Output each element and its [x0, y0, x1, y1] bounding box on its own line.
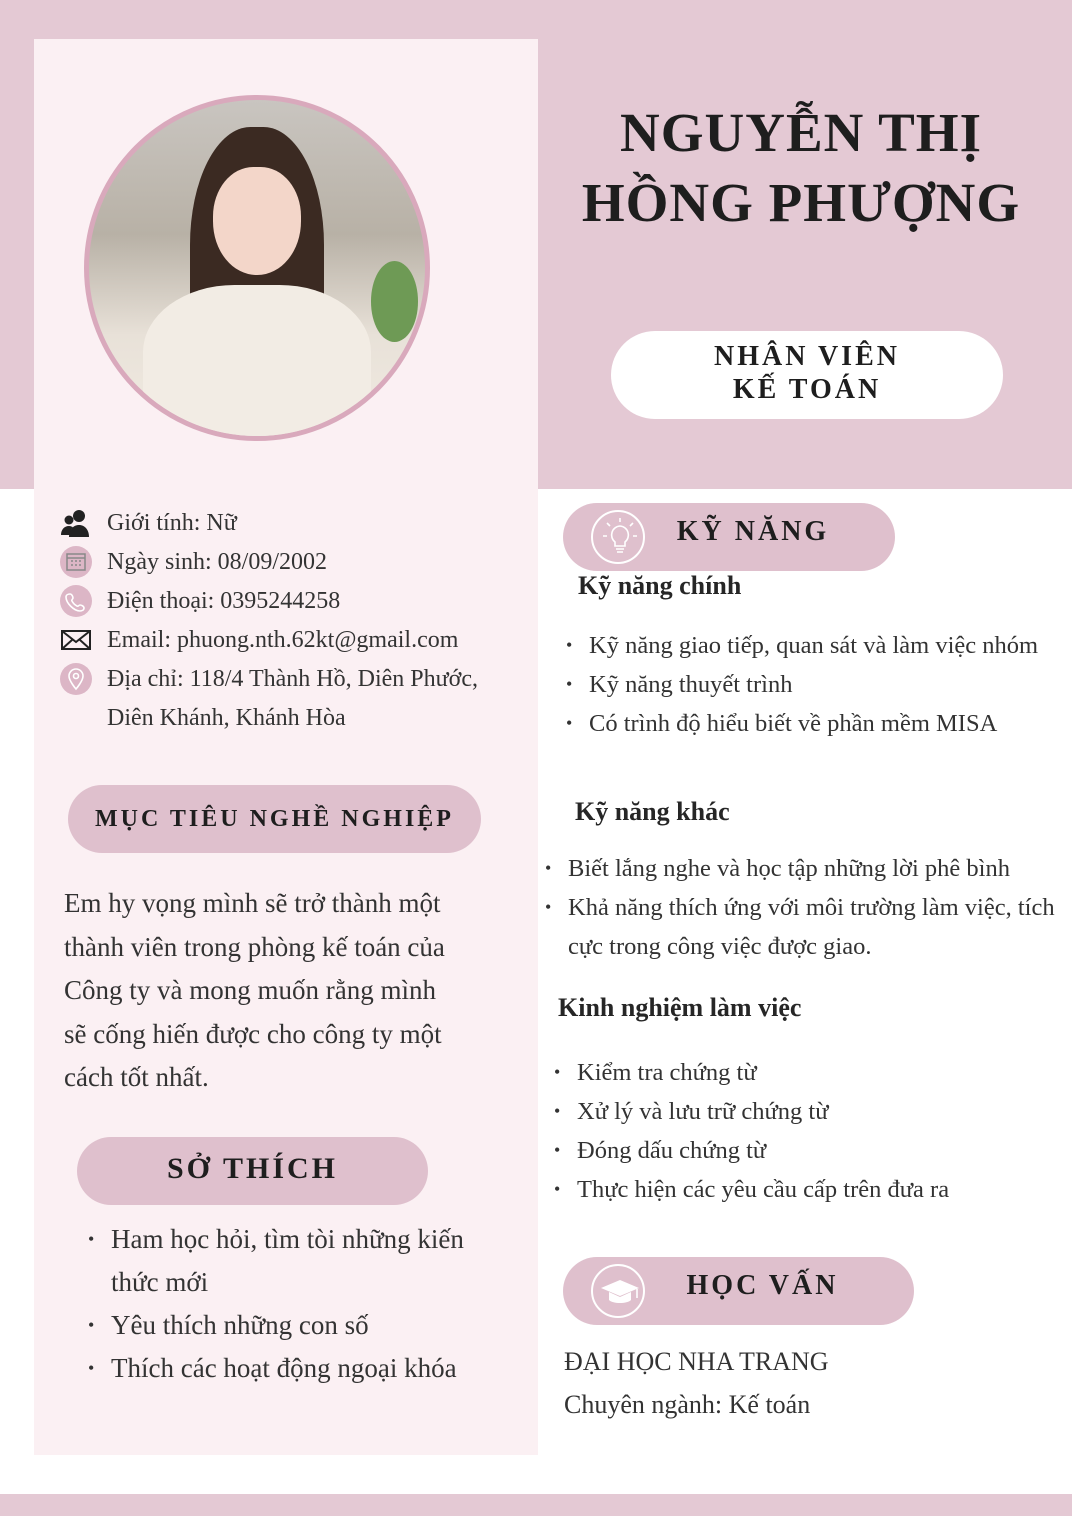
list-item: • Biết lắng nghe và học tập những lời phê bình — [545, 849, 1067, 888]
profile-photo — [84, 95, 430, 441]
list-item: • Kỹ năng giao tiếp, quan sát và làm việc nhóm — [566, 626, 1066, 665]
contact-email — [60, 621, 540, 660]
location-pin-icon — [60, 663, 92, 695]
phone-text: Điện thoại: 0395244258 — [107, 588, 341, 614]
birthday-text: Ngày sinh: 08/09/2002 — [107, 549, 327, 575]
objective-line: Em hy vọng mình sẽ trở thành một — [64, 888, 441, 918]
experience-title: Kinh nghiệm làm việc — [558, 993, 802, 1022]
contact-phone — [60, 582, 540, 621]
objective-line: Công ty và mong muốn rằng mình — [64, 975, 436, 1005]
list-item: • Kỹ năng thuyết trình — [566, 665, 1066, 704]
job-title-pill — [611, 331, 1003, 419]
full-name — [540, 98, 1062, 238]
hobbies-list — [88, 1218, 508, 1390]
major: Chuyên ngành: Kế toán — [564, 1390, 811, 1419]
objective-line: sẽ cống hiến được cho công ty một — [64, 1018, 442, 1049]
school-name: ĐẠI HỌC NHA TRANG — [564, 1347, 829, 1376]
other-skills-title: Kỹ năng khác — [575, 797, 730, 826]
job-title-line-1: NHÂN VIÊN — [714, 341, 900, 372]
photo-body — [143, 285, 371, 441]
list-item: • Xử lý và lưu trữ chứng từ — [554, 1092, 1054, 1131]
gender-text: Giới tính: Nữ — [107, 510, 237, 536]
list-item: • Khả năng thích ứng với môi trường làm việc, tích cực trong công việc được giao. — [545, 888, 1067, 966]
objective-line: cách tốt nhất. — [64, 1062, 209, 1092]
list-item: • Yêu thích những con số — [88, 1304, 508, 1347]
email-text: Email: phuong.nth.62kt@gmail.com — [107, 627, 459, 653]
education-title: HỌC VẤN — [686, 1270, 839, 1301]
skills-title: KỸ NĂNG — [676, 516, 830, 547]
footer-band — [0, 1494, 1072, 1516]
calendar-icon — [60, 546, 92, 578]
education-heading — [563, 1257, 914, 1325]
users-icon — [60, 507, 92, 539]
list-item: • Kiểm tra chứng từ — [554, 1053, 1054, 1092]
name-line-2: HỒNG PHƯỢNG — [581, 172, 1021, 233]
list-item: • Thích các hoạt động ngoại khóa — [88, 1347, 508, 1390]
experience-list — [554, 1053, 1054, 1209]
skills-heading — [563, 503, 895, 571]
hobbies-heading — [77, 1137, 428, 1205]
list-item: • Ham học hỏi, tìm tòi những kiến thức mới — [88, 1218, 508, 1304]
education-details — [564, 1340, 1044, 1426]
address-line-1: Địa chỉ: 118/4 Thành Hồ, Diên Phước, — [107, 666, 478, 692]
objective-text — [64, 882, 504, 1100]
main-skills-title: Kỹ năng chính — [578, 571, 742, 600]
objective-line: thành viên trong phòng kế toán của — [64, 931, 445, 962]
name-line-1: NGUYỄN THỊ — [620, 102, 982, 163]
list-item: • Có trình độ hiểu biết về phần mềm MISA — [566, 704, 1066, 743]
contact-birthday — [60, 543, 540, 582]
photo-background-plant — [371, 261, 418, 342]
objective-title: MỤC TIÊU NGHỀ NGHIỆP — [95, 806, 454, 832]
mail-icon — [60, 624, 92, 656]
other-skills-list — [545, 849, 1067, 966]
phone-icon — [60, 585, 92, 617]
lightbulb-icon — [591, 510, 645, 564]
list-item: • Đóng dấu chứng từ — [554, 1131, 1054, 1170]
contact-gender — [60, 504, 540, 543]
objective-heading — [68, 785, 481, 853]
list-item: • Thực hiện các yêu cầu cấp trên đưa ra — [554, 1170, 1054, 1209]
graduation-cap-icon — [591, 1264, 645, 1318]
main-skills-list — [566, 626, 1066, 743]
contact-info — [60, 504, 540, 738]
photo-face — [213, 167, 300, 275]
job-title-line-2: KẾ TOÁN — [732, 374, 882, 405]
contact-address — [60, 660, 540, 738]
address-line-2: Diên Khánh, Khánh Hòa — [107, 705, 346, 731]
hobbies-title: SỞ THÍCH — [167, 1152, 338, 1185]
